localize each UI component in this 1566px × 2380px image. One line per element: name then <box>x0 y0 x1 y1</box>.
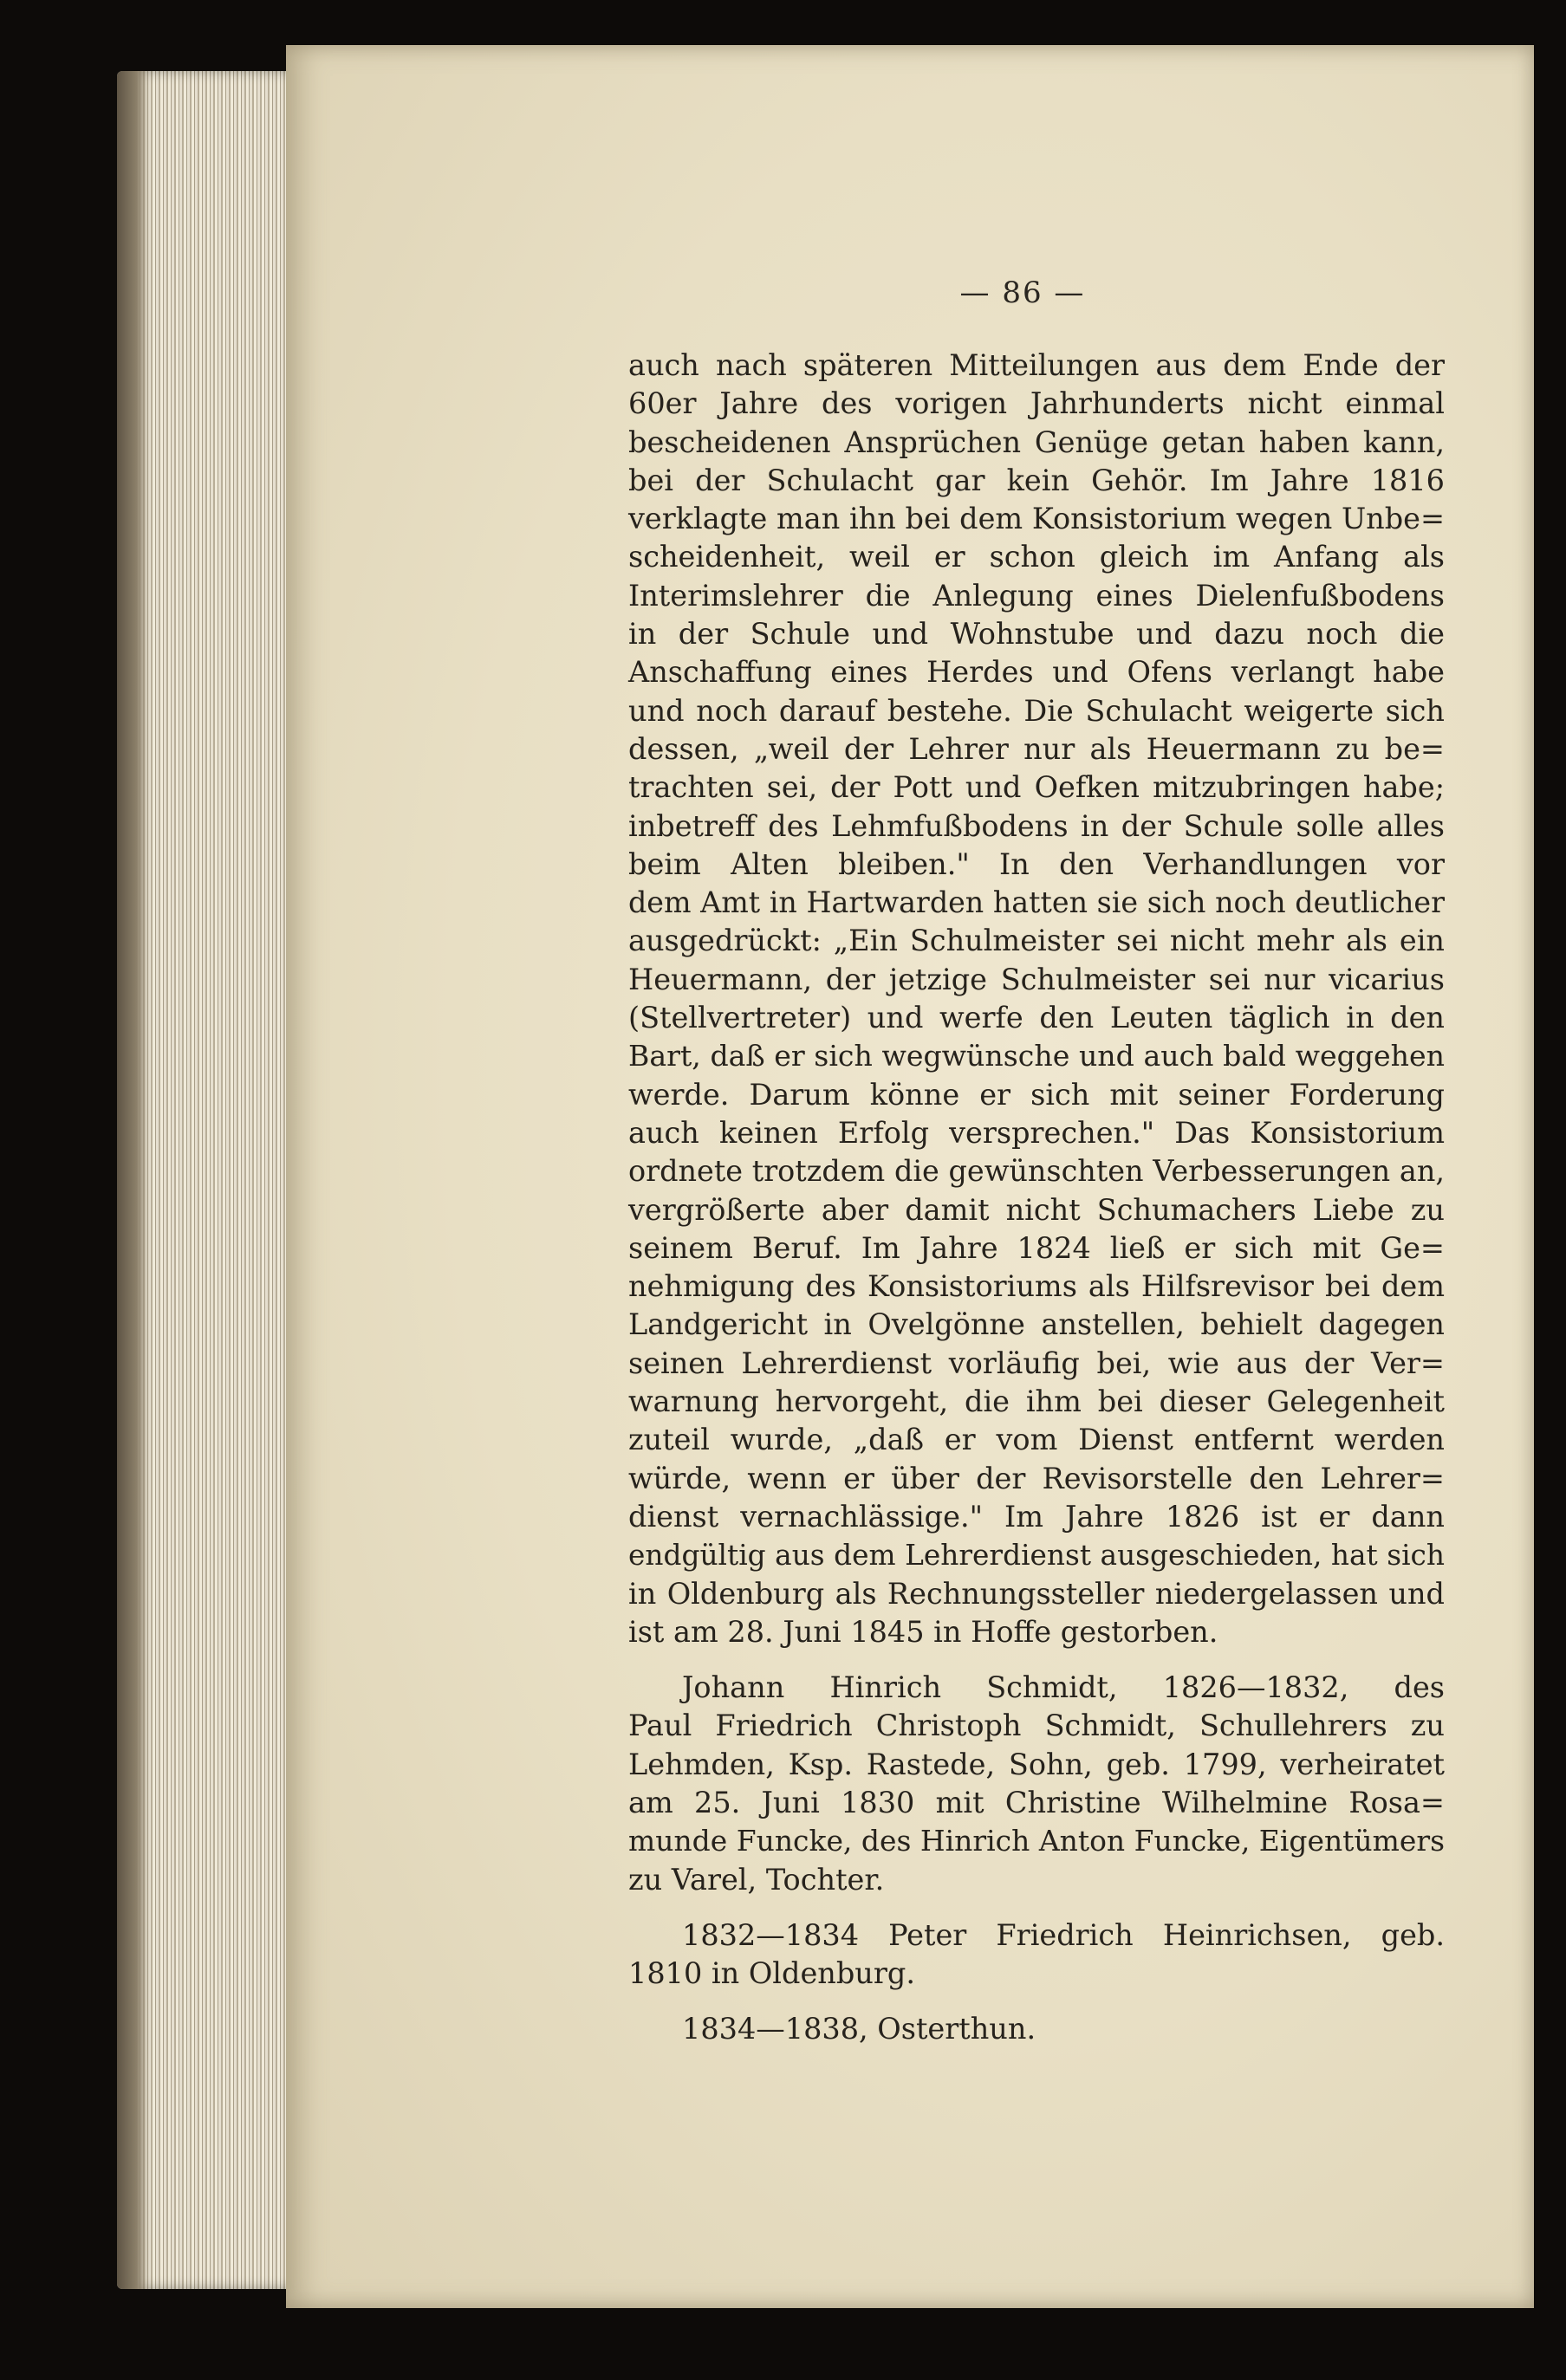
text-line: 1810 in Oldenburg. <box>628 1956 915 1991</box>
paragraph-osterthun <box>628 2010 1445 2048</box>
text-line: vergrößerte aber damit nicht Schumachers Liebe zu <box>628 1192 1445 1227</box>
text-line: endgültig aus dem Lehrerdienst ausgeschieden, hat sich <box>628 1539 1445 1573</box>
text-line: in Oldenburg als Rechnungssteller niedergelassen und <box>628 1576 1445 1611</box>
text-line: auch nach späteren Mitteilungen aus dem Ende der <box>628 348 1445 382</box>
paragraph-schmidt <box>628 1669 1445 1899</box>
text-line: warnung hervorgeht, die ihm bei dieser Gelegenheit <box>628 1385 1445 1419</box>
text-line: beim Alten bleiben." In den Verhandlungen vor <box>628 846 1445 881</box>
text-line: seinem Beruf. Im Jahre 1824 ließ er sich mit Ge= <box>628 1230 1445 1265</box>
text-line: Landgericht in Ovelgönne anstellen, behielt dagegen <box>628 1307 1445 1342</box>
text-line: zuteil wurde, „daß er vom Dienst entfernt werden <box>628 1423 1445 1457</box>
text-line: ist am 28. Juni 1845 in Hoffe gestorben. <box>628 1614 1218 1649</box>
text-line: Anschaffung eines Herdes und Ofens verlangt habe <box>628 655 1445 690</box>
text-line: trachten sei, der Pott und Oefken mitzubringen habe; <box>628 770 1445 805</box>
text-line: würde, wenn er über der Revisorstelle den Lehrer= <box>628 1461 1445 1495</box>
text-line: dienst vernachlässige." Im Jahre 1826 ist er dann <box>628 1499 1445 1534</box>
text-line: und noch darauf bestehe. Die Schulacht weigerte sich <box>628 693 1445 728</box>
book-edge-shadow <box>117 71 150 2289</box>
text-line: 1834—1838, Osterthun. <box>682 2012 1036 2046</box>
text-line: nehmigung des Konsistoriums als Hilfsrevisor bei dem <box>628 1269 1445 1304</box>
text-line: auch keinen Erfolg versprechen." Das Konsistorium <box>628 1115 1445 1150</box>
text-line: bei der Schulacht gar kein Gehör. Im Jahre 1816 <box>628 463 1445 497</box>
text-line: seinen Lehrerdienst vorläufig bei, wie aus der Ver= <box>628 1346 1445 1380</box>
text-line: inbetreff des Lehmfußbodens in der Schule solle alles <box>628 808 1445 843</box>
text-line: in der Schule und Wohnstube und dazu noch die <box>628 617 1445 652</box>
text-line: (Stellvertreter) und werfe den Leuten täglich in den <box>628 1001 1445 1035</box>
text-line: scheidenheit, weil er schon gleich im Anfang als <box>628 540 1445 574</box>
text-line: Interimslehrer die Anlegung eines Dielenfußbodens <box>628 578 1445 613</box>
body-text <box>628 347 1445 2049</box>
text-line: 60er Jahre des vorigen Jahrhunderts nicht einmal <box>628 386 1445 421</box>
text-line: bescheidenen Ansprüchen Genüge getan haben kann, <box>628 425 1445 459</box>
text-line: zu Varel, Tochter. <box>628 1862 885 1897</box>
text-line: munde Funcke, des Hinrich Anton Funcke, Eigentümers <box>628 1824 1445 1858</box>
text-line: 1832—1834 Peter Friedrich Heinrichsen, geb. <box>682 1917 1445 1952</box>
text-line: dem Amt in Hartwarden hatten sie sich noch deutlicher <box>628 885 1445 920</box>
text-line: dessen, „weil der Lehrer nur als Heuermann zu be= <box>628 731 1445 766</box>
text-line: Bart, daß er sich wegwünsche und auch bald weggehen <box>628 1039 1445 1073</box>
page-number: — 86 — <box>959 276 1086 310</box>
text-line: ordnete trotzdem die gewünschten Verbesserungen an, <box>628 1154 1445 1189</box>
text-line: ausgedrückt: „Ein Schulmeister sei nicht mehr als ein <box>628 924 1445 958</box>
text-line: Paul Friedrich Christoph Schmidt, Schullehrers zu <box>628 1709 1445 1743</box>
text-line: verklagte man ihn bei dem Konsistorium wegen Unbe= <box>628 502 1445 536</box>
text-line: am 25. Juni 1830 mit Christine Wilhelmine Rosa= <box>628 1785 1445 1819</box>
text-line: Johann Hinrich Schmidt, 1826—1832, des <box>682 1670 1445 1705</box>
text-line: Heuermann, der jetzige Schulmeister sei nur vicarius <box>628 962 1445 996</box>
paragraph-schumacher <box>628 347 1445 1651</box>
text-line: Lehmden, Ksp. Rastede, Sohn, geb. 1799, verheiratet <box>628 1747 1445 1781</box>
text-line: werde. Darum könne er sich mit seiner Forderung <box>628 1077 1445 1112</box>
paragraph-heinrichsen <box>628 1916 1445 1994</box>
